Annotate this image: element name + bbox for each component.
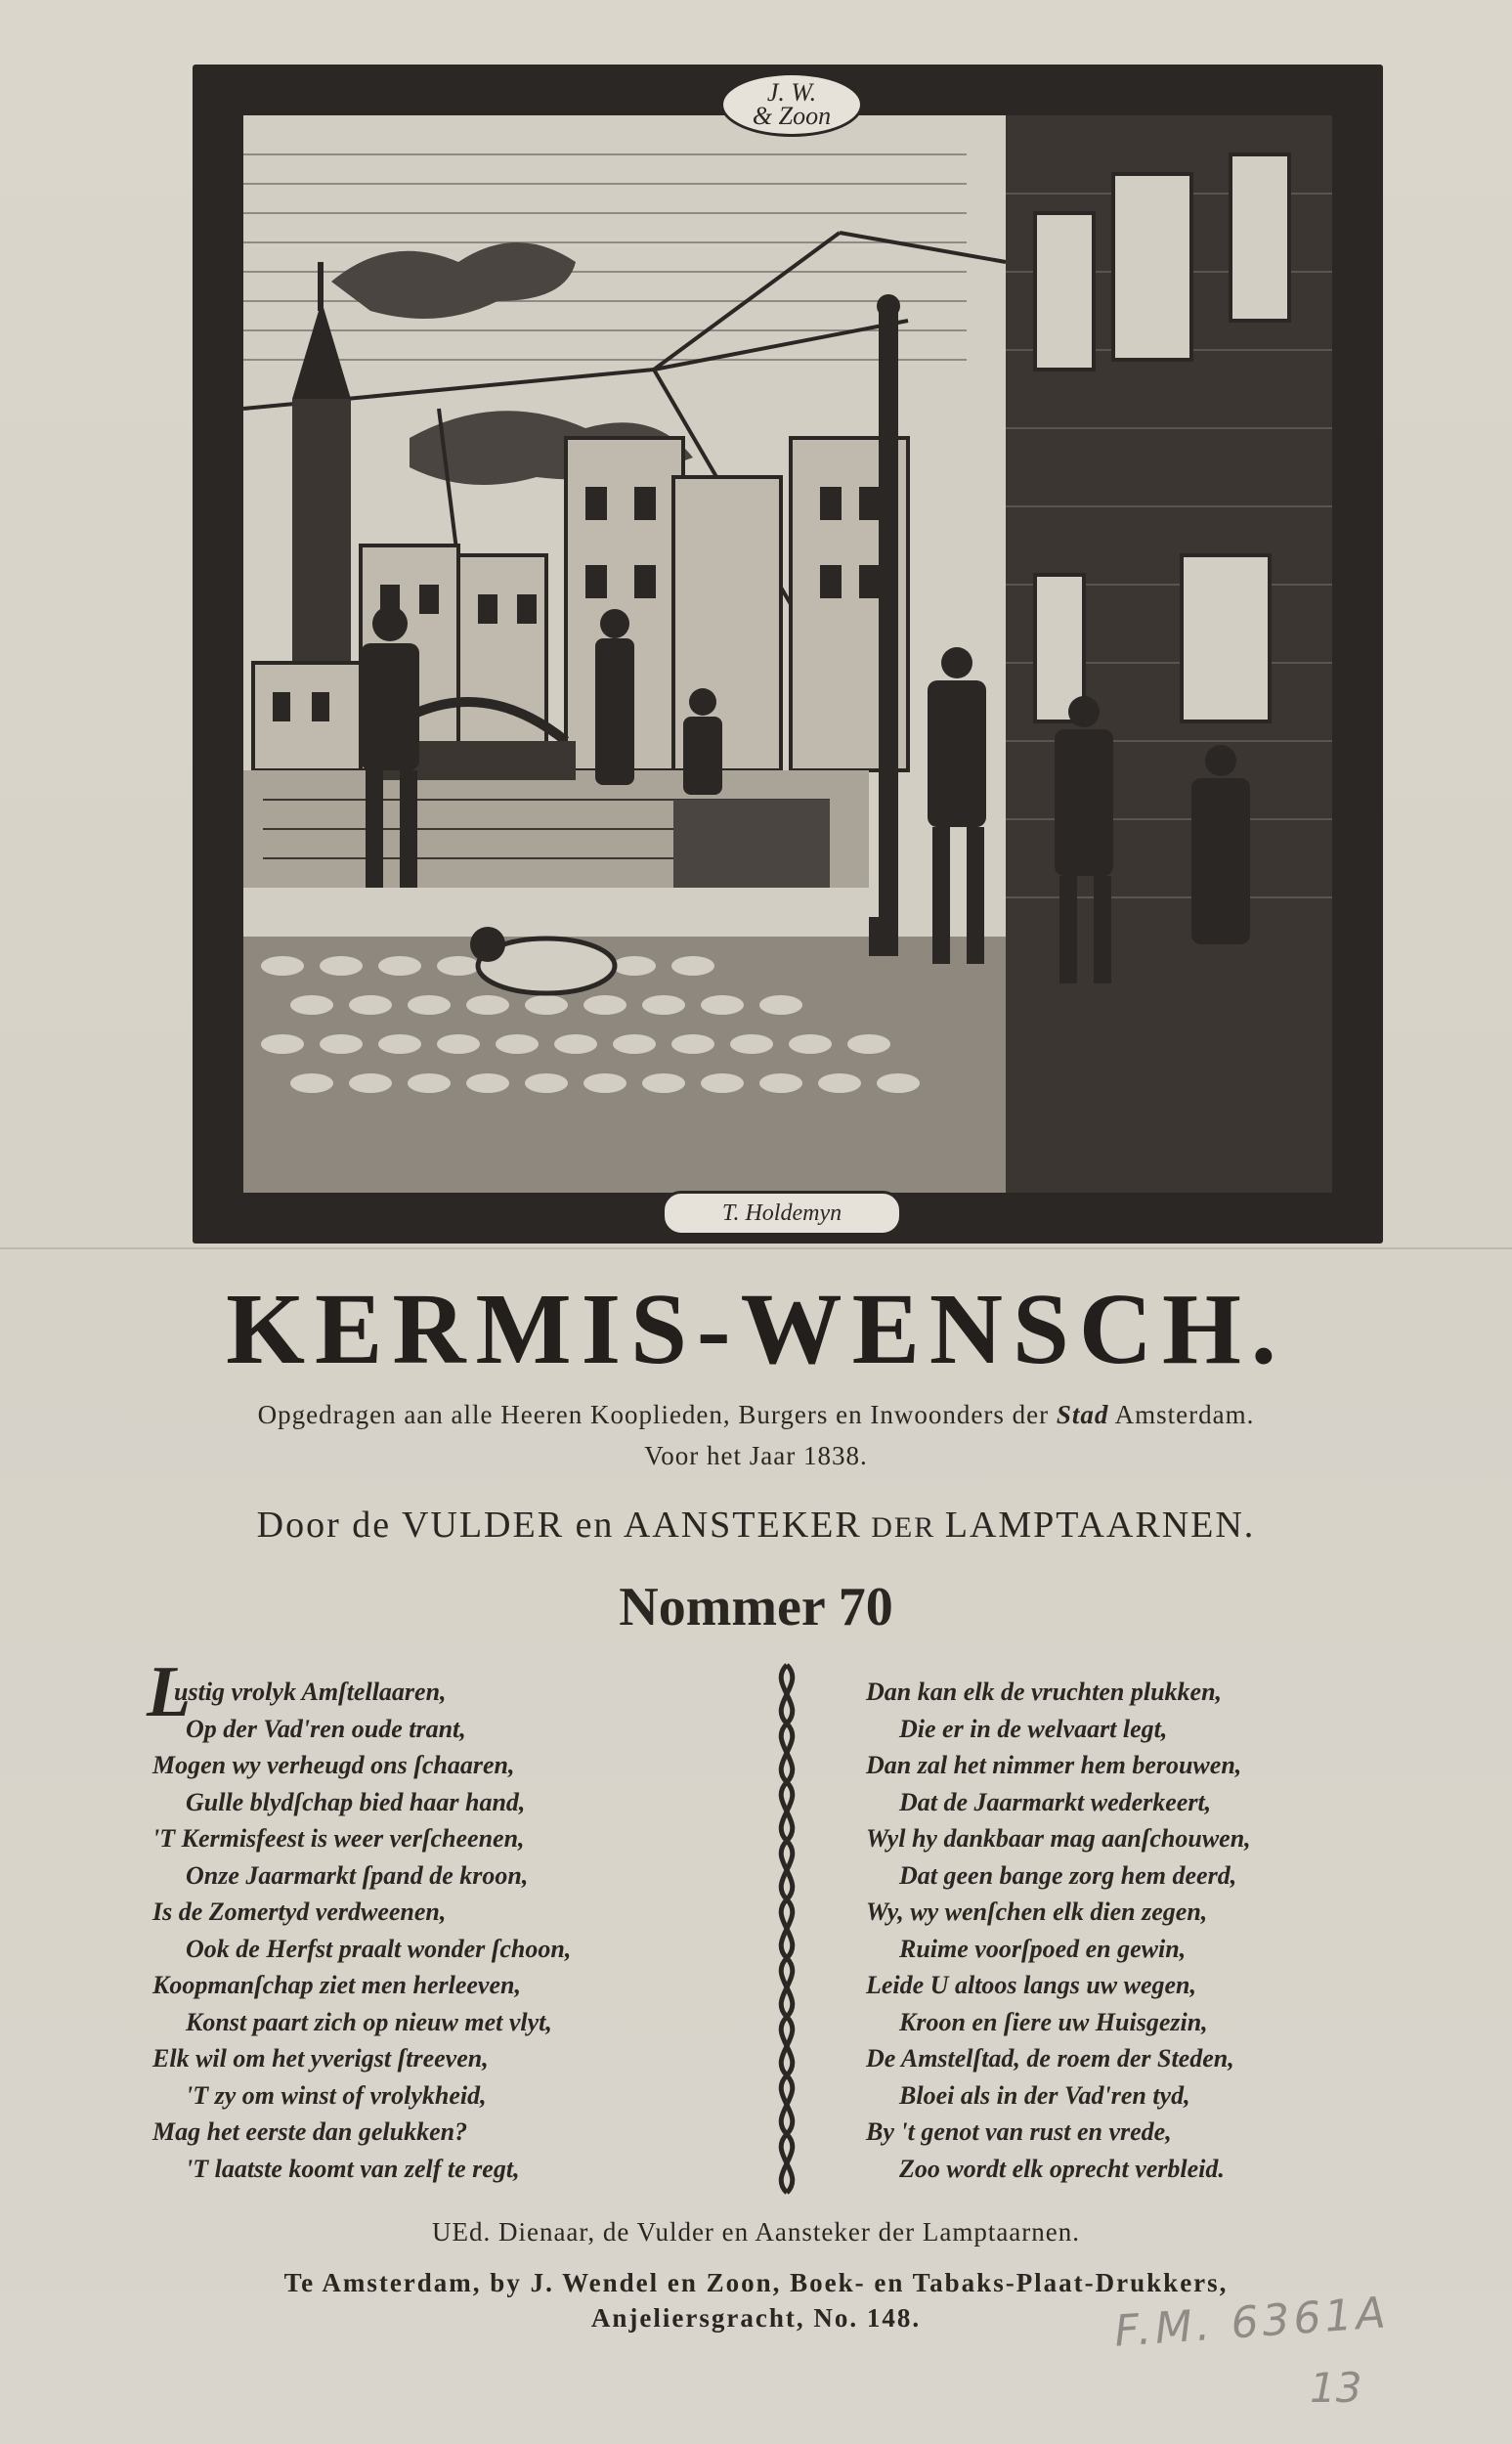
verse-line: Leide U altoos langs uw wegen, bbox=[866, 1971, 1197, 1999]
verse-line: Konst paart zich op nieuw met vlyt, bbox=[186, 2007, 552, 2036]
dedication-suffix: Amsterdam. bbox=[1108, 1400, 1255, 1429]
poem-left-column bbox=[152, 1674, 571, 2187]
year-line: Voor het Jaar 1838. bbox=[644, 1441, 868, 1470]
verse-line: Dan zal het nimmer hem berouwen, bbox=[866, 1751, 1242, 1779]
verse-line: 'T Kermisfeest is weer verſcheenen, bbox=[152, 1824, 525, 1853]
verse-line: Wy, wy wenſchen elk dien zegen, bbox=[866, 1898, 1208, 1926]
verse-line: Gulle blydſchap bied haar hand, bbox=[186, 1787, 526, 1816]
verse-line: Bloei als in der Vad'ren tyd, bbox=[899, 2080, 1190, 2110]
page-title: KERMIS-WENSCH. bbox=[226, 1273, 1286, 1385]
verse-line: Dat de Jaarmarkt wederkeert, bbox=[899, 1787, 1212, 1816]
author-der: DER bbox=[861, 1511, 945, 1544]
engraver-signature: T. Holdemyn bbox=[662, 1191, 902, 1236]
dedication-prefix: Opgedragen aan alle Heeren Kooplieden, Burgers en Inwoonders der bbox=[257, 1400, 1057, 1429]
dedication-line bbox=[0, 1400, 1512, 1430]
verse-line: Dan kan elk de vruchten plukken, bbox=[866, 1678, 1223, 1706]
verse-line: Dat geen bange zorg hem deerd, bbox=[899, 1860, 1237, 1890]
verse-line: ustig vrolyk Amſtellaaren, bbox=[174, 1678, 447, 1706]
ornamental-divider bbox=[762, 1660, 811, 2198]
verse-line: Zoo wordt elk oprecht verbleid. bbox=[899, 2154, 1225, 2183]
author-vulder: VULDER bbox=[401, 1505, 565, 1546]
printer-monogram bbox=[720, 72, 863, 137]
verse-line: De Amstelſtad, de roem der Steden, bbox=[866, 2044, 1234, 2073]
verse-line: Mogen wy verheugd ons ſchaaren, bbox=[152, 1751, 515, 1779]
author-lamptaarnen: LAMPTAARNEN. bbox=[944, 1505, 1256, 1546]
verse-line: 'T zy om winst of vrolykheid, bbox=[186, 2080, 487, 2110]
verse-line: Kroon en ſiere uw Huisgezin, bbox=[899, 2007, 1208, 2036]
verse-line: Ruime voorſpoed en gewin, bbox=[899, 1934, 1187, 1963]
monogram-line-1: J. W. bbox=[766, 78, 817, 107]
verse-line: Die er in de welvaart legt, bbox=[899, 1714, 1168, 1743]
verse-line: Is de Zomertyd verdweenen, bbox=[152, 1898, 447, 1926]
verse-line: 'T laatste koomt van zelf te regt, bbox=[186, 2154, 520, 2183]
pencil-catalog-mark: F.M. 6361A bbox=[1112, 2288, 1392, 2357]
pencil-catalog-mark-2: 13 bbox=[1310, 2364, 1362, 2412]
verse-line: Wyl hy dankbaar mag aanſchouwen, bbox=[866, 1824, 1251, 1853]
author-en: en bbox=[564, 1505, 624, 1546]
paper-fold-line bbox=[0, 1247, 1512, 1249]
woodcut-illustration bbox=[193, 65, 1383, 1244]
author-door: Door de bbox=[256, 1505, 402, 1546]
author-line bbox=[0, 1504, 1512, 1547]
imprint-line-1: Te Amsterdam, by J. Wendel en Zoon, Boek- en Tabaks-Plaat-Drukkers, bbox=[283, 2268, 1229, 2297]
verse-line: Ook de Herfst praalt wonder ſchoon, bbox=[186, 1934, 572, 1963]
street-scene bbox=[243, 115, 1332, 1193]
verse-line: Onze Jaarmarkt ſpand de kroon, bbox=[186, 1860, 529, 1890]
street-scene-drawing bbox=[243, 115, 1332, 1193]
poem-right-column bbox=[866, 1674, 1251, 2187]
verse-line: Mag het eerste dan gelukken? bbox=[152, 2117, 468, 2146]
verse-line: Elk wil om het yverigst ſtreeven, bbox=[152, 2044, 489, 2073]
monogram-line-2: & Zoon bbox=[752, 102, 832, 130]
verse-line: Op der Vad'ren oude trant, bbox=[186, 1714, 466, 1743]
author-aansteker: AANSTEKER bbox=[623, 1505, 862, 1546]
dedication-city-italic: Stad bbox=[1056, 1400, 1109, 1429]
verse-line: Koopmanſchap ziet men herleeven, bbox=[152, 1971, 521, 1999]
drop-cap: L bbox=[147, 1652, 192, 1732]
closing-signature: UEd. Dienaar, de Vulder en Aansteker der Lamptaarnen. bbox=[431, 2217, 1081, 2247]
imprint-line-2: Anjeliersgracht, No. 148. bbox=[590, 2303, 922, 2333]
verse-line: By 't genot van rust en vrede, bbox=[866, 2117, 1172, 2146]
issue-number: Nommer 70 bbox=[619, 1577, 893, 1637]
